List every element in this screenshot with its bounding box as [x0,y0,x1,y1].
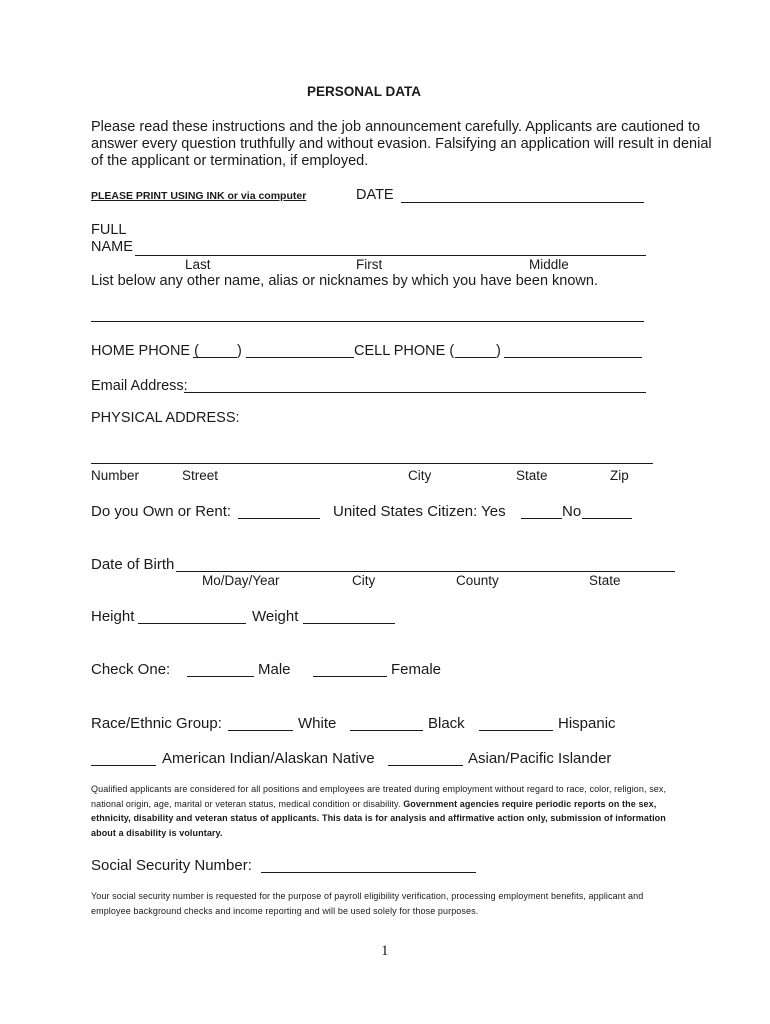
instructions-line-2: answer every question truthfully and without evasion. Falsifying an application will result in denial [91,136,712,152]
address-number-label: Number [91,468,140,483]
asian-checkbox-field[interactable] [388,765,463,766]
female-checkbox-field[interactable] [313,676,387,677]
dob-date-sublabel: Mo/Day/Year [202,573,280,588]
race-asian-label: Asian/Pacific Islander [468,750,612,767]
home-phone-label: HOME PHONE ( [91,343,199,359]
american-indian-checkbox-field[interactable] [91,765,156,766]
aliases-field[interactable] [91,321,644,322]
cell-phone-label: CELL PHONE ( [354,343,455,359]
black-checkbox-field[interactable] [350,730,423,731]
citizen-yes-field[interactable] [521,518,562,519]
weight-label: Weight [252,608,299,625]
home-phone-number-field[interactable] [246,357,354,358]
weight-field[interactable] [303,623,395,624]
date-field[interactable] [401,202,644,203]
ssn-notice: Your social security number is requested for the purpose of payroll eligibility verification, processing employment benefits, applicant and employee background checks and income reporting and will be used solely for those purposes. [91,891,644,916]
full-name-field[interactable] [135,255,646,256]
page-number: 1 [381,943,389,959]
male-label: Male [258,661,291,678]
full-name-label-line2: NAME [91,239,133,255]
eeo-notice-normal: Qualified applicants are considered for all positions and employees are treated during employment without regard to race, color, religion, sex, national origin, age, marital or veteran status, medical condition or disability. [91,784,667,809]
hispanic-checkbox-field[interactable] [479,730,553,731]
dob-state-sublabel: State [589,573,621,588]
dob-label: Date of Birth [91,556,175,573]
citizen-yes-label: United States Citizen: Yes [333,503,506,520]
print-notice: PLEASE PRINT USING INK or via computer [91,190,307,202]
physical-address-label: PHYSICAL ADDRESS: [91,410,240,426]
instructions-line-3: of the applicant or termination, if employed. [91,153,369,169]
dob-county-sublabel: County [456,573,499,588]
page-title: PERSONAL DATA [307,84,422,99]
white-checkbox-field[interactable] [228,730,293,731]
citizen-no-field[interactable] [582,518,632,519]
full-name-label-line1: FULL [91,222,127,238]
race-black-label: Black [428,715,465,732]
ssn-label: Social Security Number: [91,857,252,874]
address-state-label: State [516,468,548,483]
cell-phone-area-code-field[interactable] [455,357,496,358]
male-checkbox-field[interactable] [187,676,254,677]
address-street-label: Street [182,468,219,483]
home-phone-paren-close: ) [237,343,242,359]
home-phone-area-code-field[interactable] [193,357,237,358]
address-city-label: City [408,468,432,483]
race-white-label: White [298,715,337,732]
own-rent-field[interactable] [238,518,320,519]
full-name-first-label: First [356,257,383,272]
address-zip-label: Zip [610,468,629,483]
height-field[interactable] [138,623,246,624]
date-label: DATE [356,187,394,203]
cell-phone-paren-close: ) [496,343,501,359]
email-field[interactable] [184,392,646,393]
check-one-label: Check One: [91,661,171,678]
full-name-last-label: Last [185,257,211,272]
citizen-no-label: No [562,503,582,520]
aliases-label: List below any other name, alias or nicknames by which you have been known. [91,273,598,289]
eeo-notice-bold: Government agencies require periodic reports on the sex, ethnicity, disability and veteran status of applicants. This data is for analysis and affirmative action only, submission of information about a disability is voluntary. [91,798,666,838]
height-label: Height [91,608,135,625]
full-name-middle-label: Middle [529,257,569,272]
ssn-field[interactable] [261,872,476,873]
race-label: Race/Ethnic Group: [91,715,222,732]
dob-field[interactable] [176,571,675,572]
race-hispanic-label: Hispanic [558,715,616,732]
race-american-indian-label: American Indian/Alaskan Native [162,750,375,767]
female-label: Female [391,661,442,678]
dob-city-sublabel: City [352,573,376,588]
physical-address-field[interactable] [91,463,653,464]
email-label: Email Address: [91,378,188,394]
instructions-line-1: Please read these instructions and the job announcement carefully. Applicants are cautioned to [91,119,701,135]
eeo-notice [91,782,681,840]
own-rent-label: Do you Own or Rent: [91,503,232,520]
cell-phone-number-field[interactable] [504,357,642,358]
